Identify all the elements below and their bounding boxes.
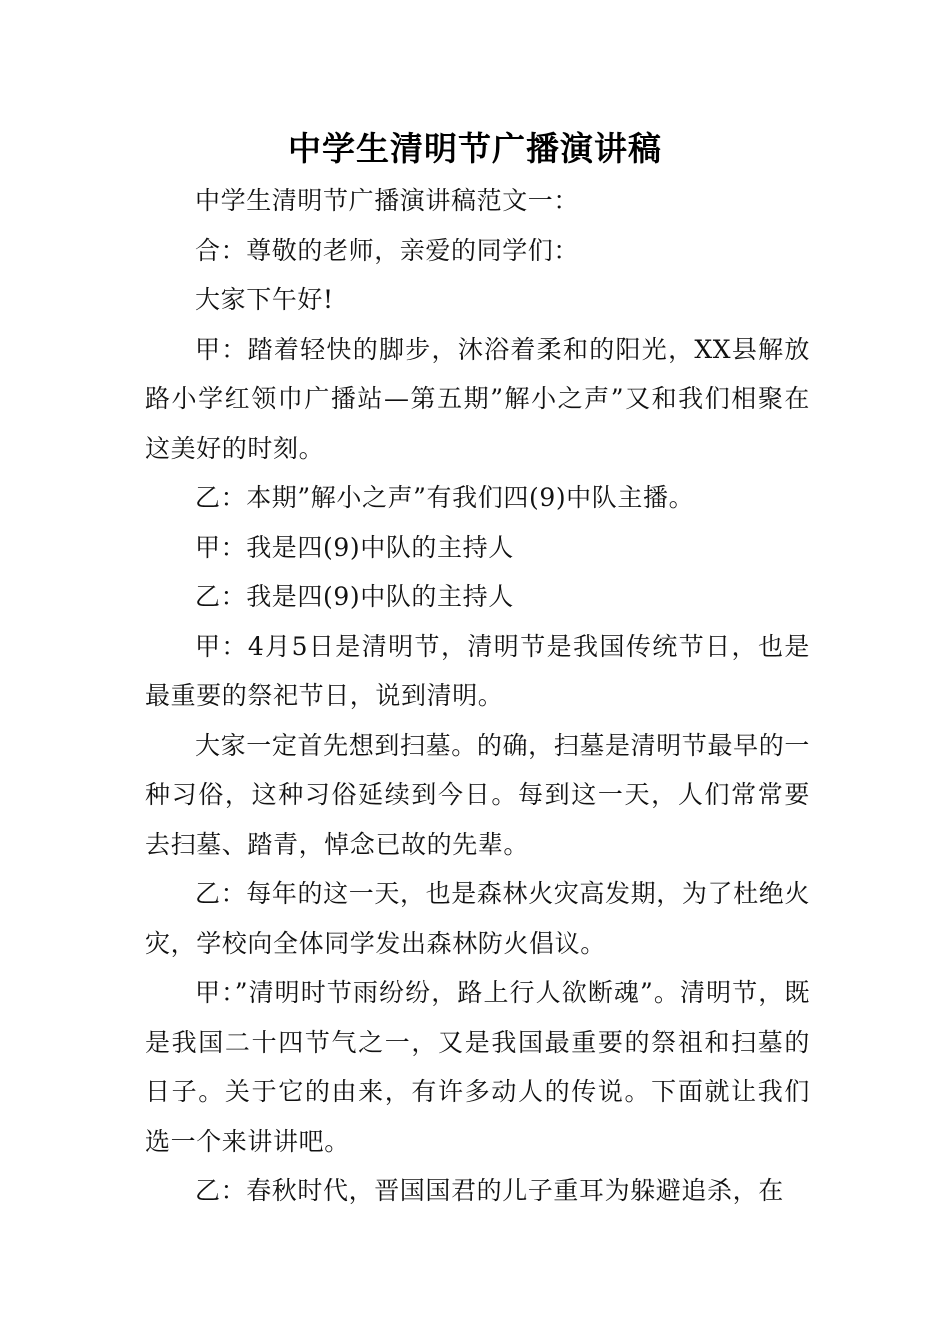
paragraph: 乙：本期”解小之声”有我们四(9)中队主播。 — [195, 483, 695, 512]
document-body — [145, 176, 810, 1216]
paragraph: 中学生清明节广播演讲稿范文一： — [195, 186, 580, 215]
paragraph: 乙：每年的这一天，也是森林火灾高发期，为了杜绝火灾，学校向全体同学发出森林防火倡议。 — [145, 879, 810, 958]
paragraph: 甲：我是四(9)中队的主持人 — [195, 532, 514, 562]
paragraph: 合：尊敬的老师，亲爱的同学们： — [195, 235, 580, 265]
paragraph: 甲：”清明时节雨纷纷，路上行人欲断魂”。清明节，既是我国二十四节气之一，又是我国最重要的祭祖和扫墓的日子。关于它的由来，有许多动人的传说。下面就让我们选一个来讲讲吧。 — [145, 978, 810, 1156]
paragraph: 甲：4月5日是清明节，清明节是我国传统节日，也是最重要的祭祀节日，说到清明。 — [145, 631, 810, 710]
paragraph: 大家一定首先想到扫墓。的确，扫墓是清明节最早的一种习俗，这种习俗延续到今日。每到这一天，人们常常要去扫墓、踏青，悼念已故的先辈。 — [145, 730, 810, 859]
paragraph: 乙：我是四(9)中队的主持人 — [195, 582, 514, 611]
paragraph: 乙：春秋时代，晋国国君的儿子重耳为躲避追杀，在 — [195, 1176, 784, 1205]
document-title: 中学生清明节广播演讲稿 — [288, 129, 662, 168]
paragraph: 大家下午好! — [195, 285, 334, 314]
paragraph: 甲：踏着轻快的脚步，沐浴着柔和的阳光，XX县解放路小学红领巾广播站—第五期”解小之声”又和我们相聚在这美好的时刻。 — [145, 334, 810, 463]
